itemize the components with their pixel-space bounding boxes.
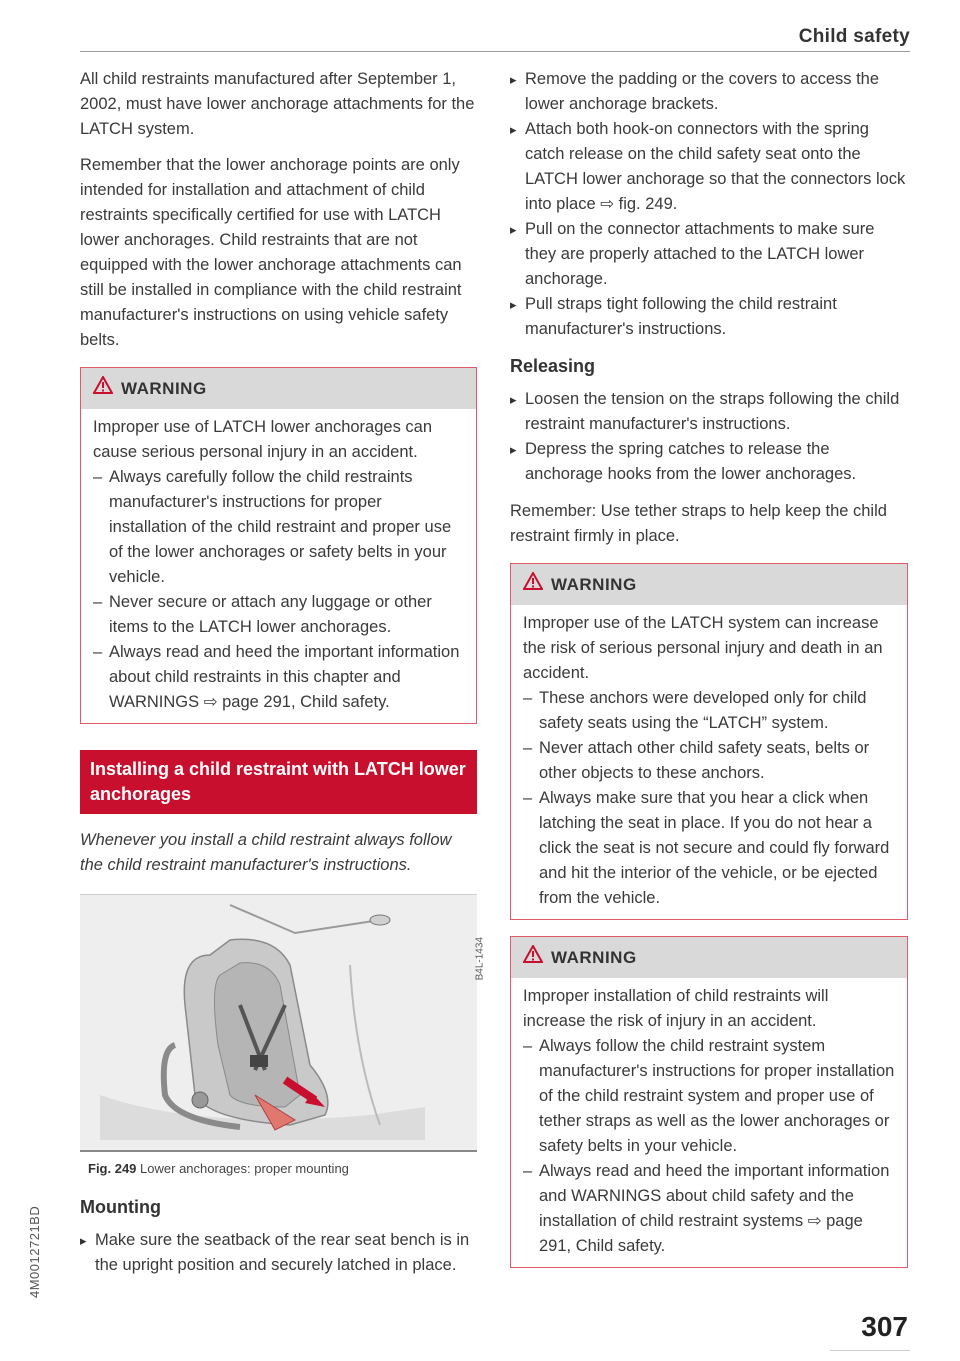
warning-box-installation (510, 936, 908, 1268)
warning-item: – Always follow the child restraint system manufacturer's instructions for proper installation of the child restraint system and proper use of tether straps as well as the lower anchorages or safety belts in your vehicle. (523, 1034, 895, 1159)
warning-item: – Always carefully follow the child restraints manufacturer's instructions for proper installation of the child restraint and proper use of the lower anchorages or safety belts in your vehicle. (93, 465, 464, 590)
releasing-heading: Releasing (510, 356, 596, 376)
warning-item: – Never attach other child safety seats, belts or other objects to these anchors. (523, 736, 895, 786)
mounting-step: ▸ Make sure the seatback of the rear seat bench is in the upright position and securely latched in place. (80, 1228, 477, 1278)
section-intro: Whenever you install a child restraint always follow the child restraint manufacturer's instructions. (80, 831, 452, 874)
warning-box-latch-anchorages (80, 367, 477, 724)
figure-code: B4L-1434 (474, 937, 485, 981)
header-rule (80, 51, 910, 52)
warning-item: – Always read and heed the important information and WARNINGS about child safety and the installation of child restraint systems ⇨ page 291, Child safety. (523, 1159, 895, 1259)
remember-note: Remember: Use tether straps to help keep the child restraint firmly in place. (510, 502, 887, 545)
right-column (510, 67, 908, 1284)
releasing-step: ▸ Depress the spring catches to release the anchorage hooks from the lower anchorages. (510, 437, 908, 487)
warning-item: – Always make sure that you hear a click when latching the seat in place. If you do not hear a click the seat is not secure and could fly forward and hit the interior of the vehicle, or be ejected from the vehicle. (523, 786, 895, 911)
warning-item: – Always read and heed the important information about child restraints in this chapter and WARNINGS ⇨ page 291, Child safety. (93, 640, 464, 715)
figure-child-seat-lower-anchorages (80, 894, 485, 1152)
warning-title: WARNING (121, 379, 207, 398)
running-header-title: Child safety (798, 26, 910, 47)
mounting-step: ▸ Pull on the connector attachments to make sure they are properly attached to the LATCH lower anchorage. (510, 217, 908, 292)
warning-intro: Improper use of LATCH lower anchorages can cause serious personal injury in an accident. (93, 418, 433, 461)
paragraph-latch-requirement: All child restraints manufactured after September 1, 2002, must have lower anchorage attachments for the LATCH system. (80, 70, 475, 138)
warning-triangle-icon (523, 945, 543, 970)
warning-item: – These anchors were developed only for child safety seats using the “LATCH” system. (523, 686, 895, 736)
mounting-step: ▸ Pull straps tight following the child restraint manufacturer's instructions. (510, 292, 908, 342)
paragraph-lower-anchorage-info: Remember that the lower anchorage points are only intended for installation and attachment of child restraints specifically certified for use with LATCH lower anchorages. Child restraints that are not equipped with the lower anchorage attachments can still be installed in compliance with the child restraint manufacturer's instructions on using vehicle safety belts. (80, 156, 462, 349)
warning-item: – Never secure or attach any luggage or other items to the LATCH lower anchorages. (93, 590, 464, 640)
child-seat-illustration (80, 895, 477, 1148)
figure-caption-label: Fig. 249 (88, 1161, 137, 1176)
section-title-bar: Installing a child restraint with LATCH lower anchorages (80, 750, 477, 814)
document-code: 4M0012721BD (27, 1205, 42, 1298)
warning-box-latch-system (510, 563, 908, 920)
warning-header (511, 564, 907, 605)
mounting-heading: Mounting (80, 1197, 161, 1217)
warning-intro: Improper use of the LATCH system can increase the risk of serious personal injury and death in an accident. (523, 614, 883, 682)
figure-caption (88, 1156, 477, 1181)
warning-title: WARNING (551, 575, 637, 594)
warning-intro: Improper installation of child restraints will increase the risk of injury in an accident. (523, 987, 829, 1030)
footer-rule (830, 1350, 910, 1351)
left-column (80, 67, 485, 1290)
warning-header (81, 368, 476, 409)
figure-caption-text: Lower anchorages: proper mounting (140, 1161, 349, 1176)
warning-triangle-icon (523, 572, 543, 597)
warning-triangle-icon (93, 376, 113, 401)
releasing-step: ▸ Loosen the tension on the straps following the child restraint manufacturer's instructions. (510, 387, 908, 437)
warning-title: WARNING (551, 948, 637, 967)
warning-header (511, 937, 907, 978)
page-number: 307 (861, 1311, 908, 1342)
mounting-step: ▸ Remove the padding or the covers to access the lower anchorage brackets. (510, 67, 908, 117)
mounting-step: ▸ Attach both hook-on connectors with the spring catch release on the child safety seat onto the LATCH lower anchorage so that the connectors lock into place ⇨ fig. 249. (510, 117, 908, 217)
